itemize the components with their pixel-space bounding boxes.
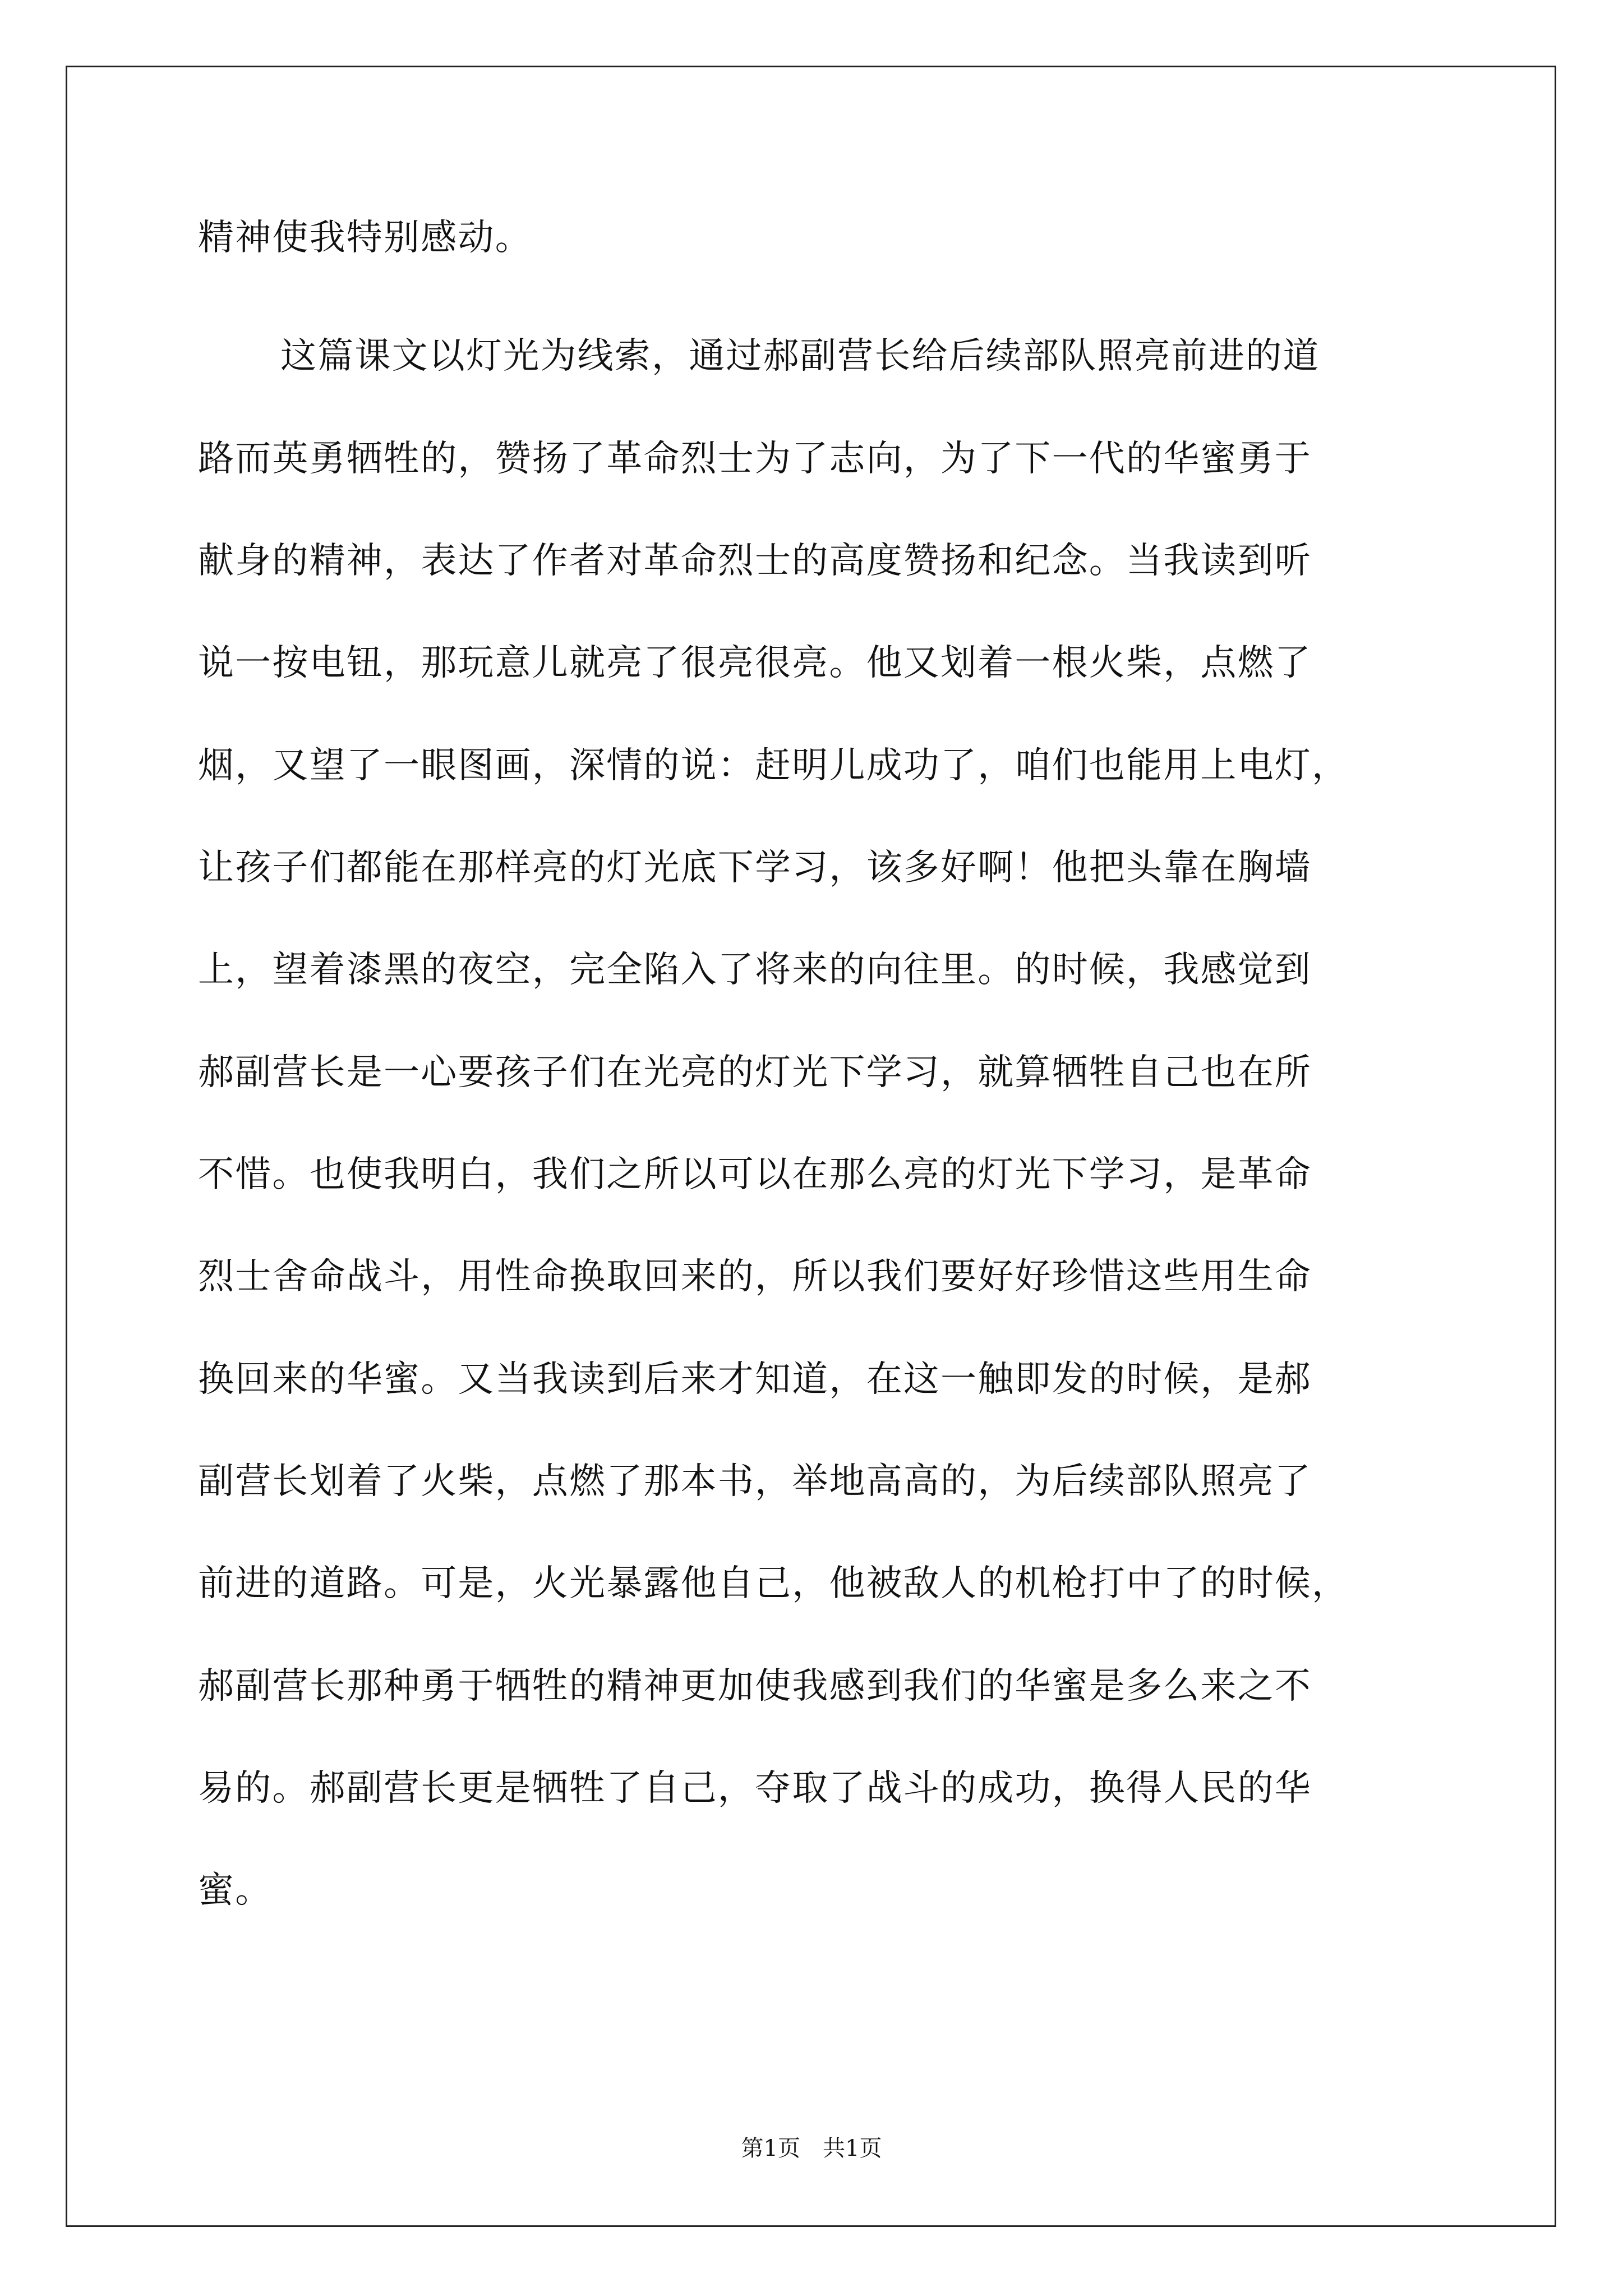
- page-number-total: 共1页: [823, 2136, 882, 2161]
- text-line: 让孩子们都能在那样亮的灯光底下学习，该多好啊！他把头靠在胸墙: [198, 847, 1312, 889]
- text-line: 烟，又望了一眼图画，深情的说：赶明儿成功了，咱们也能用上电灯，: [198, 745, 1349, 786]
- text-line: 不惜。也使我明白，我们之所以可以在那么亮的灯光下学习，是革命: [198, 1154, 1312, 1195]
- text-line: 副营长划着了火柴，点燃了那本书，举地高高的，为后续部队照亮了: [198, 1461, 1312, 1502]
- text-line: 精神使我特别感动。: [198, 217, 532, 259]
- text-line: 蜜。: [198, 1870, 273, 1911]
- text-line: 易的。郝副营长更是牺牲了自己，夺取了战斗的成功，换得人民的华: [198, 1768, 1312, 1809]
- text-line: 路而英勇牺牲的，赞扬了革命烈士为了志向，为了下一代的华蜜勇于: [198, 438, 1312, 480]
- text-line: 上，望着漆黑的夜空，完全陷入了将来的向往里。的时候，我感觉到: [198, 949, 1312, 991]
- text-line: 烈士舍命战斗，用性命换取回来的，所以我们要好好珍惜这些用生命: [198, 1256, 1312, 1297]
- text-line: 郝副营长是一心要孩子们在光亮的灯光下学习，就算牺牲自己也在所: [198, 1052, 1312, 1093]
- page-number-current: 第1页: [741, 2136, 800, 2161]
- text-line: 前进的道路。可是，火光暴露他自己，他被敌人的机枪打中了的时候，: [198, 1563, 1349, 1604]
- text-line: 郝副营长那种勇于牺牲的精神更加使我感到我们的华蜜是多么来之不: [198, 1665, 1312, 1707]
- text-line: 献身的精神，表达了作者对革命烈士的高度赞扬和纪念。当我读到听: [198, 540, 1312, 582]
- page-footer: [0, 2137, 1623, 2160]
- page-border: [66, 66, 1556, 2227]
- paragraph-first-line: 这篇课文以灯光为线索，通过郝副营长给后续部队照亮前进的道: [280, 335, 1320, 377]
- text-line: 说一按电钮，那玩意儿就亮了很亮很亮。他又划着一根火柴，点燃了: [198, 642, 1312, 684]
- text-line: 换回来的华蜜。又当我读到后来才知道，在这一触即发的时候，是郝: [198, 1359, 1312, 1400]
